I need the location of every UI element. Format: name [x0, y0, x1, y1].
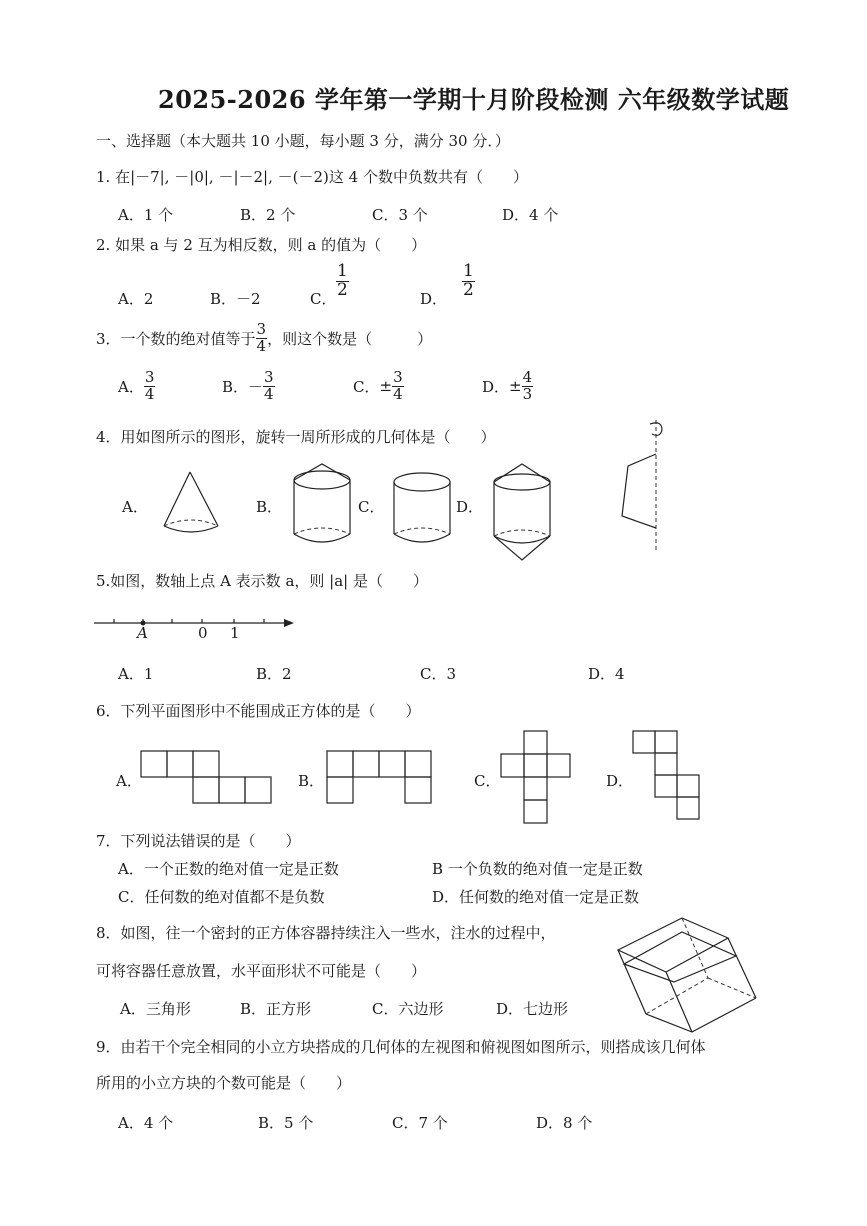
question-9-option-c[interactable]: C．7 个 [392, 1114, 448, 1132]
cone-figure [158, 470, 228, 540]
option-label: B． [222, 377, 249, 396]
question-7-option-a[interactable]: A．一个正数的绝对值一定是正数 [118, 860, 339, 878]
page-title: 2025-2026 学年第一学期十月阶段检测 六年级数学试题 [158, 85, 790, 114]
question-8-option-d[interactable]: D．七边形 [496, 1000, 569, 1018]
question-4-option-a[interactable]: A． [122, 498, 148, 516]
question-3-option-b[interactable] [222, 370, 275, 403]
fraction-numerator: 3 [256, 320, 267, 338]
fraction-numerator: 3 [144, 368, 155, 386]
option-sign: － [248, 377, 264, 396]
option-label: C． [353, 377, 380, 396]
question-1-option-d[interactable]: D．4 个 [502, 206, 559, 224]
question-5-option-b[interactable]: B．2 [256, 665, 292, 683]
question-1-option-a[interactable]: A．1 个 [118, 206, 174, 224]
question-1-option-b[interactable]: B．2 个 [240, 206, 296, 224]
number-line-label-one: 1 [230, 624, 240, 642]
cube-net-d [632, 730, 712, 826]
question-2-option-c[interactable] [310, 288, 336, 309]
cube-net-a [140, 750, 280, 806]
stem-text-after: ，则这个数是（ ） [267, 329, 433, 348]
fraction-denominator: 2 [463, 279, 474, 300]
question-6-option-b[interactable]: B． [298, 772, 325, 790]
question-7-option-b[interactable]: B 一个负数的绝对值一定是正数 [432, 860, 643, 878]
cube-net-c [500, 730, 580, 826]
question-3-option-c[interactable] [353, 370, 404, 403]
option-label: C． [310, 290, 337, 308]
question-8-option-b[interactable]: B．正方形 [240, 1000, 312, 1018]
fraction-denominator: 2 [337, 279, 348, 300]
question-7-option-c[interactable]: C．任何数的绝对值都不是负数 [118, 888, 325, 906]
question-8-stem-line-1: 8．如图，往一个密封的正方体容器持续注入一些水，注水的过程中， [96, 924, 556, 942]
section-heading: 一、选择题（本大题共 10 小题，每小题 3 分，满分 30 分．） [96, 132, 510, 150]
question-7-stem: 7．下列说法错误的是（ ） [96, 832, 301, 850]
fraction-numerator: 3 [393, 368, 403, 386]
stem-text-before: 3．一个数的绝对值等于 [96, 329, 256, 348]
question-5-stem: 5.如图，数轴上点 A 表示数 a，则 |a| 是（ ） [96, 572, 428, 590]
rotation-trapezoid-figure [610, 418, 680, 554]
fraction-numerator: 3 [264, 368, 274, 386]
question-9-option-b[interactable]: B．5 个 [258, 1114, 314, 1132]
question-2-stem: 2. 如果 a 与 2 互为相反数，则 a 的值为（ ） [96, 236, 427, 254]
fraction-numerator: 4 [522, 368, 533, 386]
option-sign: ± [379, 377, 393, 396]
question-2-option-c-fraction [336, 263, 349, 300]
question-6-option-d[interactable]: D． [606, 772, 634, 790]
question-1-stem: 1. 在|－7|, －|0|, －|－2|, －(－2)这 4 个数中负数共有（ ） [96, 168, 528, 186]
question-3-option-d[interactable] [482, 370, 533, 403]
question-9-stem-line-1: 9．由若干个完全相同的小立方块搭成的几何体的左视图和俯视图如图所示，则搭成该几何体 [96, 1038, 706, 1056]
question-7-option-d[interactable]: D．任何数的绝对值一定是正数 [432, 888, 640, 906]
question-3-option-a[interactable] [118, 370, 155, 403]
question-2-option-b[interactable]: B．－2 [210, 290, 261, 308]
question-3-stem [96, 322, 432, 355]
option-label: A． [118, 377, 144, 396]
question-8-option-c[interactable]: C．六边形 [372, 1000, 444, 1018]
number-line-label-a: A [137, 624, 148, 642]
fraction-denominator: 4 [393, 384, 403, 403]
question-9-option-a[interactable]: A．4 个 [118, 1114, 174, 1132]
tilted-cube-figure [612, 912, 762, 1036]
question-1-option-c[interactable]: C．3 个 [372, 206, 428, 224]
question-8-stem-line-2: 可将容器任意放置，水平面形状不可能是（ ） [96, 962, 427, 980]
question-6-stem: 6．下列平面图形中不能围成正方体的是（ ） [96, 702, 421, 720]
question-9-option-d[interactable]: D．8 个 [536, 1114, 593, 1132]
question-4-option-d[interactable]: D． [456, 498, 484, 516]
fraction-denominator: 3 [522, 384, 533, 403]
fraction-numerator: 1 [463, 261, 474, 281]
option-label: D． [482, 377, 510, 396]
question-2-option-a[interactable]: A．2 [118, 290, 154, 308]
fraction-numerator: 1 [337, 261, 348, 281]
fraction-denominator: 4 [256, 336, 267, 355]
cube-net-b [326, 750, 436, 806]
option-sign: ± [509, 377, 522, 396]
question-5-option-c[interactable]: C．3 [420, 665, 457, 683]
question-5-option-a[interactable]: A．1 [118, 665, 154, 683]
double-cone-cylinder-figure [490, 460, 556, 564]
question-4-stem: 4．用如图所示的图形，旋转一周所形成的几何体是（ ） [96, 428, 496, 446]
fraction-denominator: 4 [144, 384, 155, 403]
fraction-denominator: 4 [264, 384, 274, 403]
cylinder-figure [390, 470, 456, 550]
question-2-option-d[interactable] [420, 288, 447, 309]
question-6-option-a[interactable]: A． [116, 772, 142, 790]
question-6-option-c[interactable]: C． [474, 772, 501, 790]
question-5-option-d[interactable]: D．4 [588, 665, 625, 683]
question-4-option-b[interactable]: B． [256, 498, 283, 516]
question-8-option-a[interactable]: A．三角形 [120, 1000, 191, 1018]
question-4-option-c[interactable]: C． [358, 498, 385, 516]
cone-cylinder-figure [290, 460, 356, 552]
number-line-label-zero: 0 [198, 624, 208, 642]
question-9-stem-line-2: 所用的小立方块的个数可能是（ ） [96, 1074, 352, 1092]
option-label: D． [420, 290, 448, 308]
question-2-option-d-fraction [462, 263, 475, 300]
